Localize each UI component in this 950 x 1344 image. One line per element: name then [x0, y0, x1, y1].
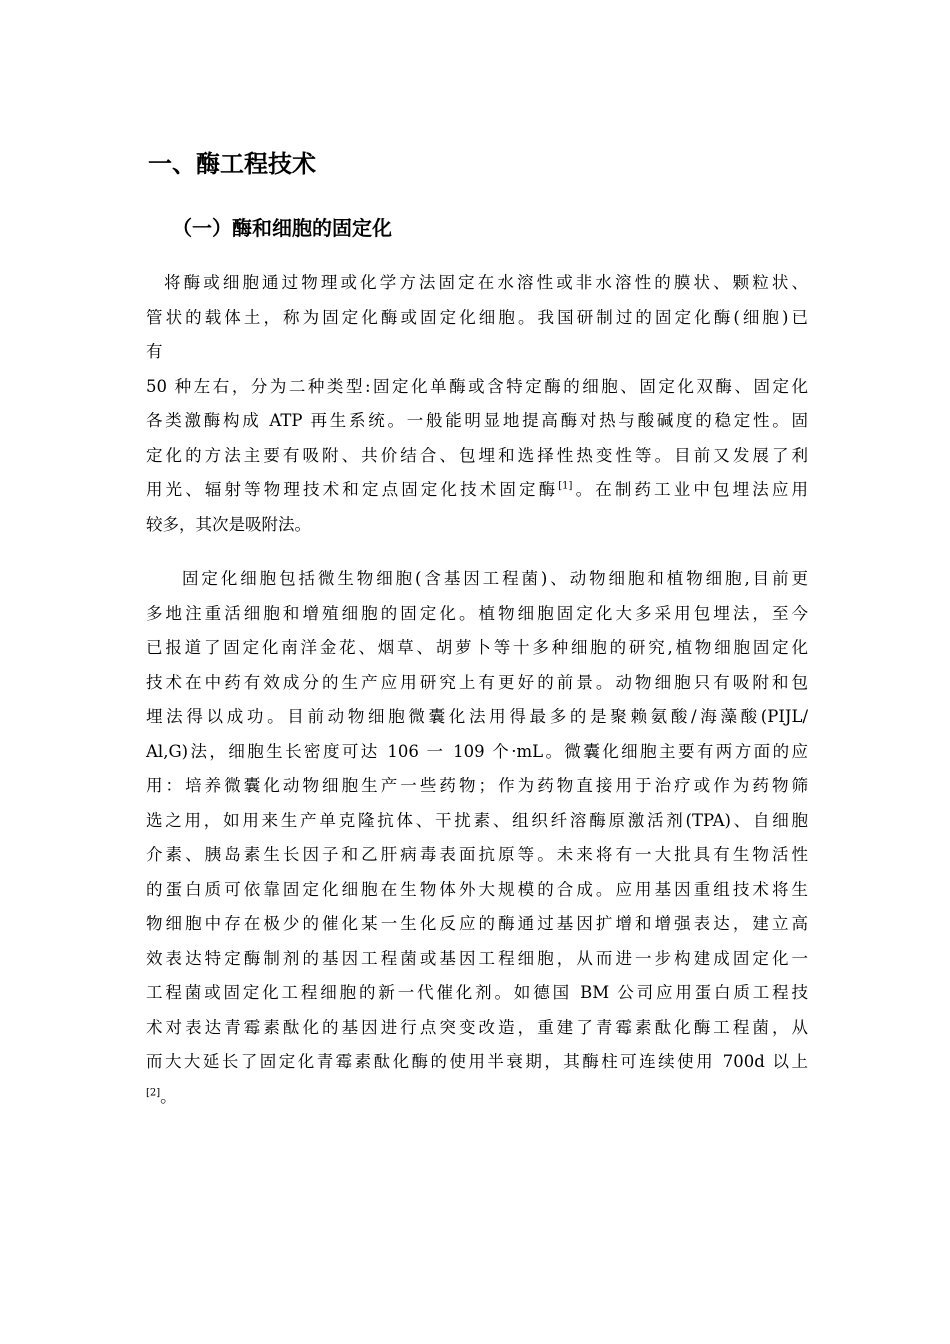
- paragraph-line: 定化的方法主要有吸附、共价结合、包埋和选择性热变性等。目前又发展了利: [146, 445, 808, 465]
- paragraph-line: 术对表达青霉素酞化的基因进行点突变改造，重建了青霉素酞化酶工程菌，从: [146, 1017, 808, 1037]
- paragraph-line: 物细胞中存在极少的催化某一生化反应的酶通过基因扩增和增强表达，建立高: [146, 914, 808, 933]
- paragraph-line: 已报道了固定化南洋金花、烟草、胡萝卜等十多种细胞的研究,植物细胞固定化: [146, 638, 808, 657]
- subsection-heading: （一）酶和细胞的固定化: [172, 216, 392, 240]
- citation-ref-2: [2]: [146, 1087, 161, 1098]
- paragraph-line: [146, 473, 808, 508]
- paragraph-line: 介素、胰岛素生长因子和乙肝病毒表面抗原等。未来将有一大批具有生物活性: [146, 845, 808, 864]
- paragraph-line: 固定化细胞包括微生物细胞(含基因工程菌)、动物细胞和植物细胞,目前更: [182, 569, 808, 588]
- paragraph-immobilized-cells: [146, 562, 808, 1114]
- paragraph-line: 各类激酶构成 ATP 再生系统。一般能明显地提高酶对热与酸碱度的稳定性。固: [146, 411, 808, 430]
- paragraph-immobilized-enzyme: [146, 266, 808, 542]
- paragraph-line: [146, 1080, 808, 1115]
- citation-ref-1: [1]: [558, 480, 573, 492]
- paragraph-line: 50 种左右，分为二种类型:固定化单酶或含特定酶的细胞、固定化双酶、固定化: [146, 376, 808, 396]
- paragraph-line: 较多，其次是吸附法。: [146, 514, 311, 534]
- paragraph-line: 效表达特定酶制剂的基因工程菌或基因工程细胞，从而进一步构建成固定化一: [146, 948, 808, 968]
- paragraph-line: 埋法得以成功。目前动物细胞微囊化法用得最多的是聚赖氨酸/海藻酸(PIJL/: [146, 707, 808, 726]
- paragraph-line: 将酶或细胞通过物理或化学方法固定在水溶性或非水溶性的膜状、颗粒状、: [164, 273, 808, 292]
- paragraph-line: 选之用，如用来生产单克隆抗体、干扰素、组织纤溶酶原激活剂(TPA)、自细胞: [146, 810, 808, 830]
- paragraph-line: 多地注重活细胞和增殖细胞的固定化。植物细胞固定化大多采用包埋法，至今: [146, 603, 808, 623]
- line-text: 用光、辐射等物理技术和定点固定化技术固定酶: [146, 480, 559, 499]
- paragraph-line: 管状的载体土，称为固定化酶或固定化细胞。我国研制过的固定化酶(细胞)已: [146, 307, 808, 327]
- paragraph-line: 有: [146, 342, 163, 361]
- paragraph-line: Al,G)法，细胞生长密度可达 106 一 109 个·mL。微囊化细胞主要有两方面的应: [146, 741, 808, 761]
- paragraph-line: 工程菌或固定化工程细胞的新一代催化剂。如德国 BM 公司应用蛋白质工程技: [146, 983, 808, 1002]
- line-text: 。: [160, 1086, 177, 1106]
- section-heading: 一、酶工程技术: [148, 150, 316, 178]
- paragraph-line: 技术在中药有效成分的生产应用研究上有更好的前景。动物细胞只有吸附和包: [146, 672, 808, 692]
- paragraph-line: 而大大延长了固定化青霉素酞化酶的使用半衰期，其酶柱可连续使用 700d 以上: [146, 1052, 808, 1071]
- paragraph-line: 的蛋白质可依靠固定化细胞在生物体外大规模的合成。应用基因重组技术将生: [146, 879, 808, 899]
- line-text: 。在制药工业中包埋法应用: [572, 480, 809, 499]
- paragraph-line: 用：培养微囊化动物细胞生产一些药物；作为药物直接用于治疗或作为药物筛: [146, 776, 808, 795]
